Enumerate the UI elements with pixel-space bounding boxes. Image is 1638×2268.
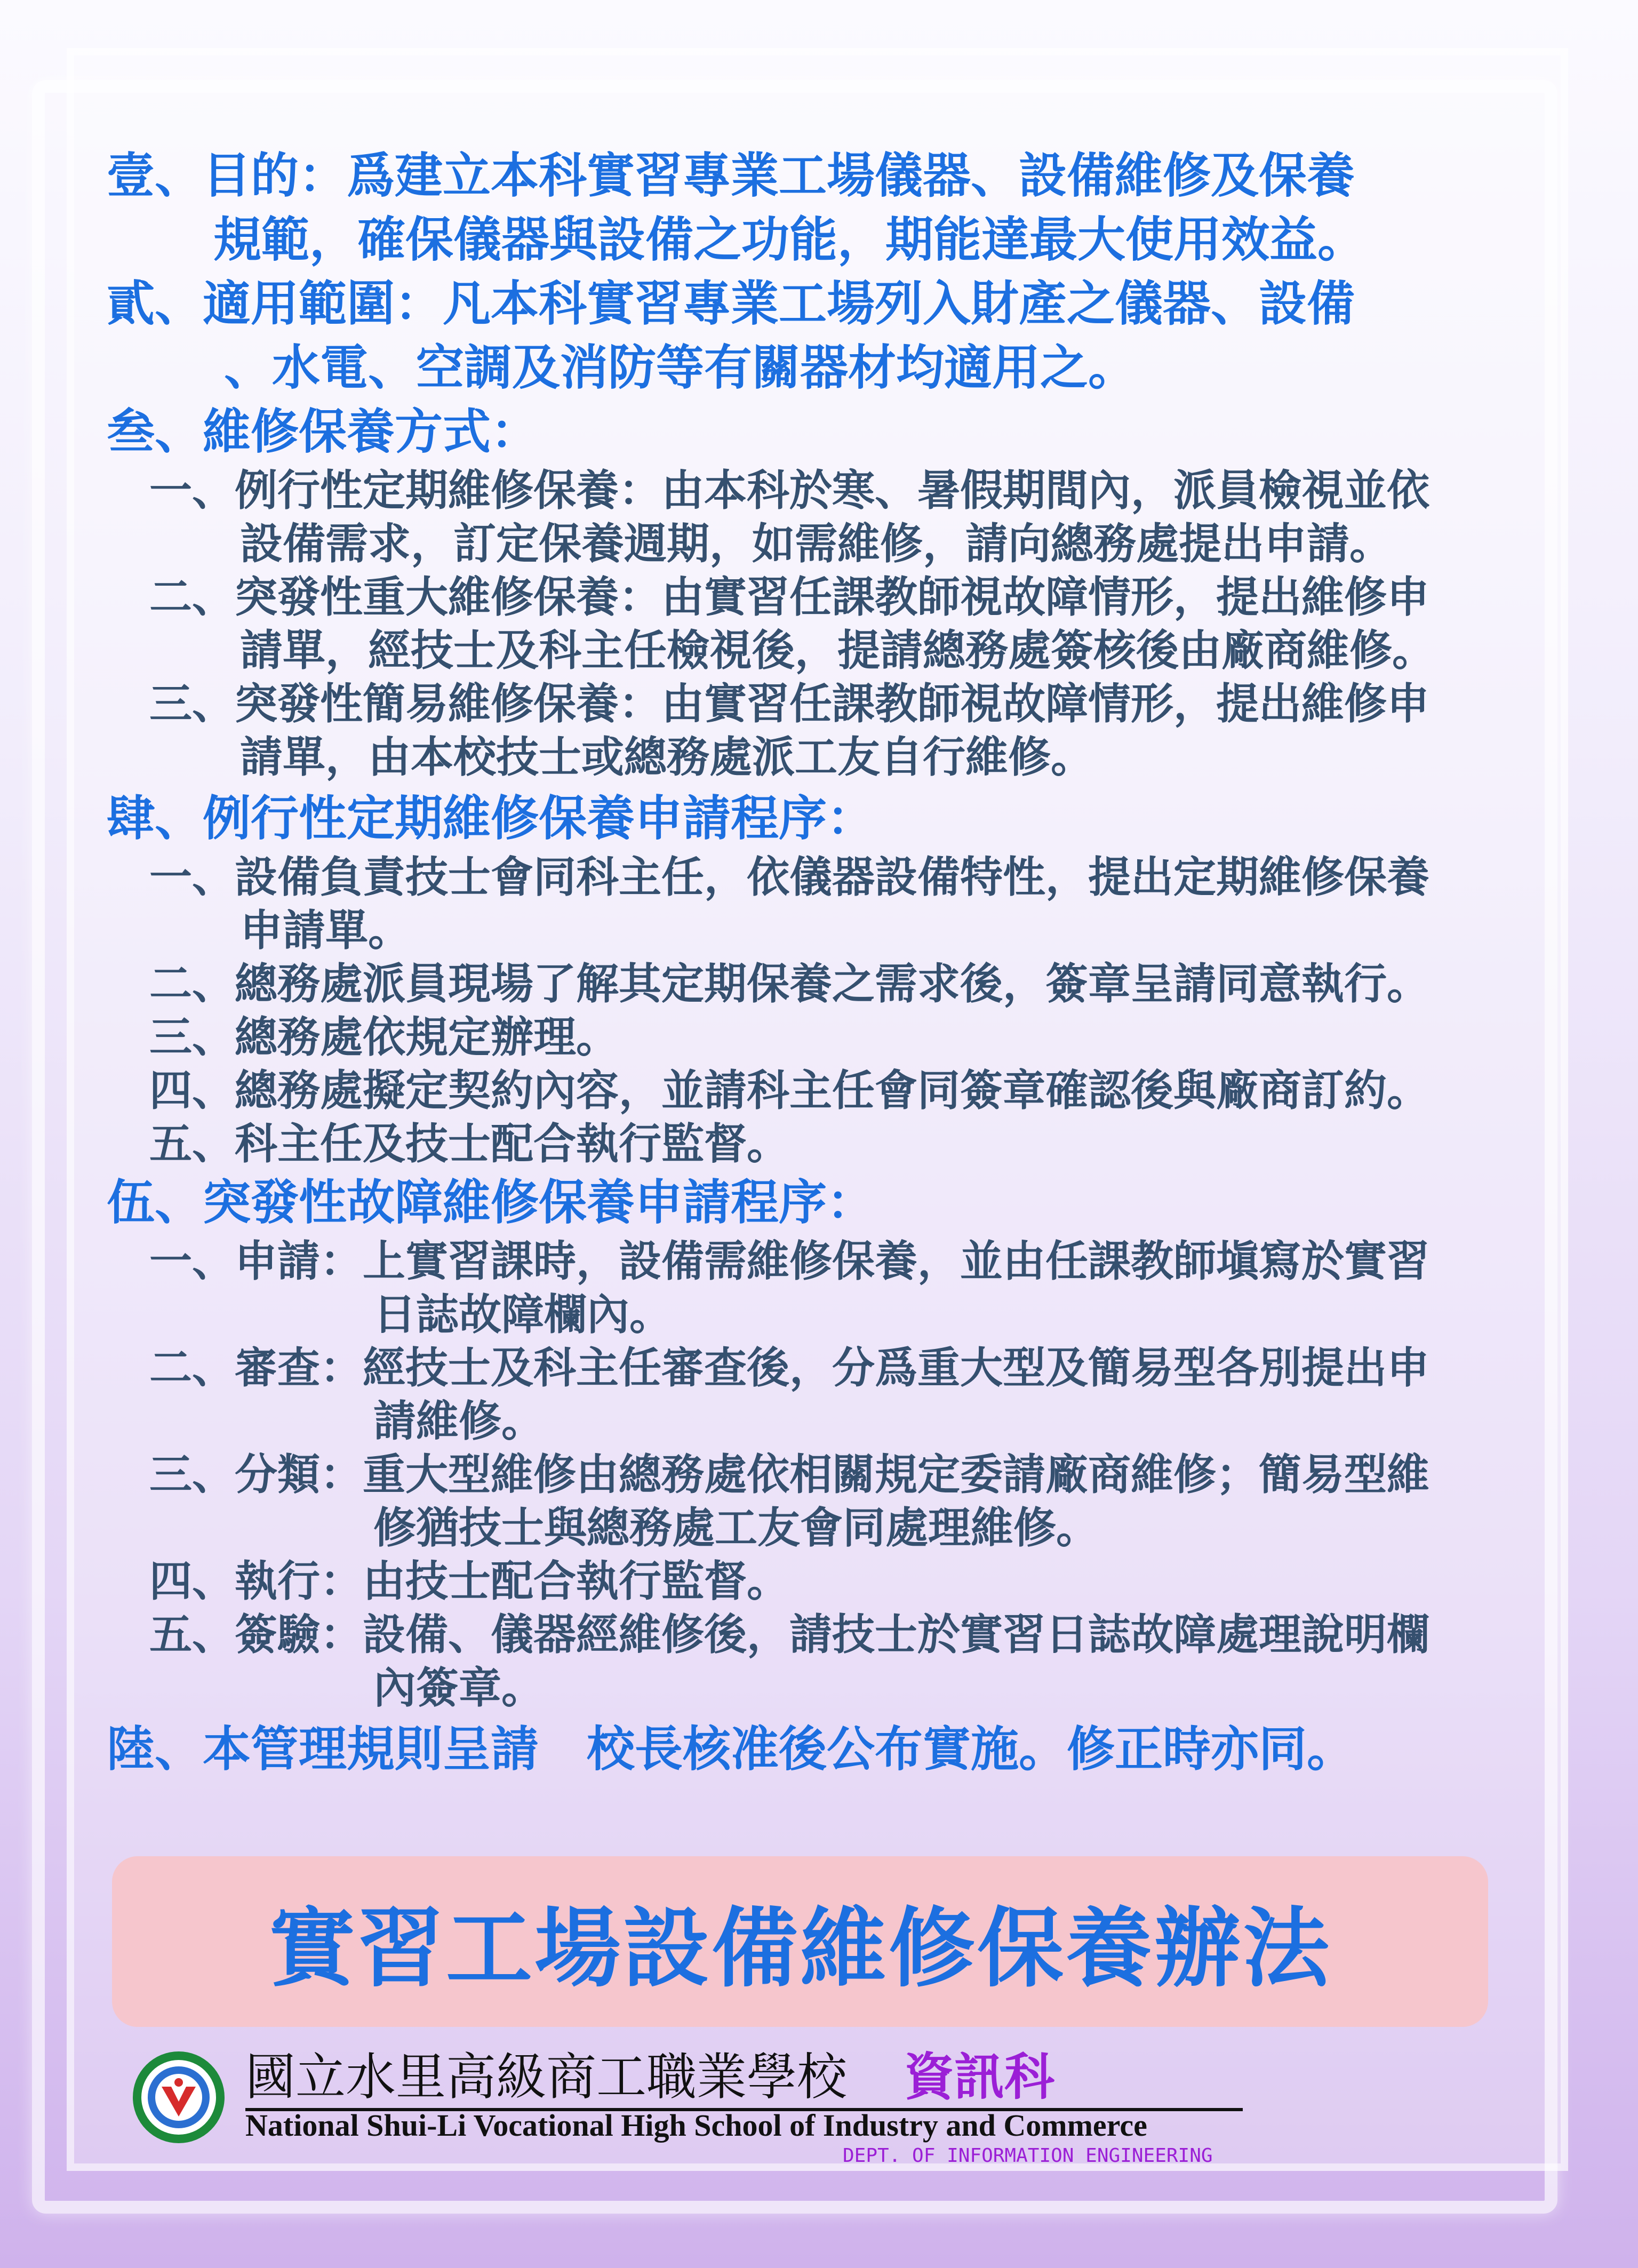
title-banner <box>112 1856 1488 2027</box>
section-5-item-5-line-1: 五、簽驗：設備、儀器經維修後，請技士於實習日誌故障處理說明欄 <box>149 1610 1429 1659</box>
section-3-heading: 叁、維修保養方式： <box>107 404 539 460</box>
section-6-line: 陸、本管理規則呈請 校長核准後公布實施。修正時亦同。 <box>107 1721 1355 1777</box>
section-4-item-1-line-2: 申請單。 <box>240 906 411 955</box>
section-5-item-2-line-1: 二、審查：經技士及科主任審查後，分爲重大型及簡易型各別提出申 <box>149 1343 1429 1393</box>
school-name-chinese: 國立水里高級商工職業學校 <box>245 2048 848 2106</box>
section-3-item-2-line-2: 請單，經技士及科主任檢視後，提請總務處簽核後由廠商維修。 <box>240 626 1435 675</box>
section-3-item-1-line-1: 一、例行性定期維修保養：由本科於寒、暑假期間內，派員檢視並依 <box>149 466 1429 515</box>
section-4-item-2: 二、總務處派員現場了解其定期保養之需求後，簽章呈請同意執行。 <box>149 959 1429 1009</box>
section-3-item-3-line-2: 請單，由本校技士或總務處派工友自行維修。 <box>240 732 1093 782</box>
section-4-item-1-line-1: 一、設備負責技士會同科主任，依儀器設備特性，提出定期維修保養 <box>149 852 1429 902</box>
section-1-line-2: 規範，確保儀器與設備之功能，期能達最大使用效益。 <box>213 212 1365 268</box>
section-4-item-4: 四、總務處擬定契約內容，並請科主任會同簽章確認後與廠商訂約。 <box>149 1066 1429 1115</box>
section-2-line-1: 貳、適用範圍：凡本科實習專業工場列入財產之儀器、設備 <box>107 276 1355 332</box>
section-3-item-1-line-2: 設備需求，訂定保養週期，如需維修，請向總務處提出申請。 <box>240 519 1392 569</box>
section-5-item-3-line-1: 三、分類：重大型維修由總務處依相關規定委請廠商維修；簡易型維 <box>149 1450 1429 1499</box>
school-emblem-icon <box>131 2049 227 2145</box>
section-2-line-2: 、水電、空調及消防等有關器材均適用之。 <box>224 340 1136 396</box>
department-name-chinese: 資訊科 <box>904 2048 1055 2106</box>
section-5-heading: 伍、突發性故障維修保養申請程序： <box>107 1175 875 1231</box>
section-3-item-2-line-1: 二、突發性重大維修保養：由實習任課教師視故障情形，提出維修申 <box>149 572 1429 622</box>
department-name-english: DEPT. OF INFORMATION ENGINEERING <box>843 2145 1213 2167</box>
section-5-item-3-line-2: 修猶技士與總務處工友會同處理維修。 <box>373 1503 1099 1553</box>
section-5-item-2-line-2: 請維修。 <box>373 1396 544 1446</box>
section-4-heading: 肆、例行性定期維修保養申請程序： <box>107 790 875 846</box>
document-title: 實習工場設備維修保養辦法 <box>269 1899 1331 1999</box>
section-3-item-3-line-1: 三、突發性簡易維修保養：由實習任課教師視故障情形，提出維修申 <box>149 679 1429 729</box>
section-5-item-4: 四、執行：由技士配合執行監督。 <box>149 1556 789 1606</box>
section-4-item-5: 五、科主任及技士配合執行監督。 <box>149 1119 789 1169</box>
school-name-english: National Shui-Li Vocational High School of Industry and Commerce <box>245 2108 1147 2143</box>
section-5-item-1-line-2: 日誌故障欄內。 <box>373 1290 672 1339</box>
section-4-item-3: 三、總務處依規定辦理。 <box>149 1012 619 1062</box>
section-5-item-1-line-1: 一、申請：上實習課時，設備需維修保養，並由任課教師塡寫於實習 <box>149 1236 1429 1286</box>
section-1-line-1: 壹、目的：爲建立本科實習專業工場儀器、設備維修及保養 <box>107 148 1355 204</box>
section-5-item-5-line-2: 內簽章。 <box>373 1663 544 1713</box>
